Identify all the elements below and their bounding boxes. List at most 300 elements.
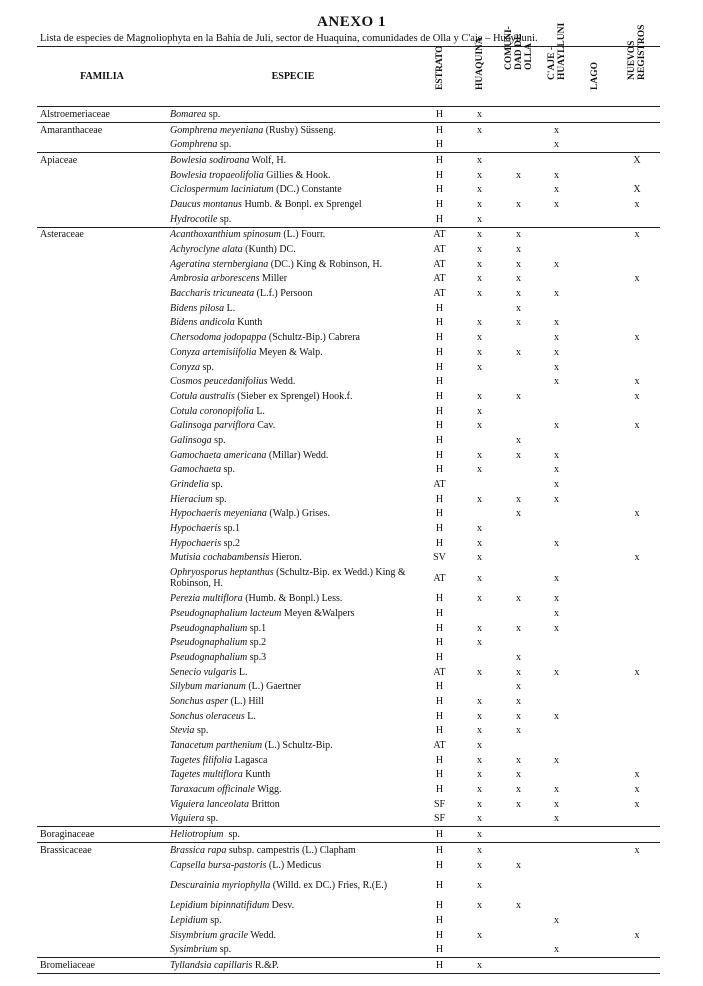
caje-mark bbox=[538, 404, 575, 419]
nuevos-mark bbox=[614, 679, 660, 694]
caje-mark bbox=[538, 153, 575, 168]
lago-mark bbox=[575, 872, 614, 898]
familia-cell bbox=[37, 768, 167, 783]
nuevos-mark: x bbox=[634, 929, 640, 941]
nuevos-mark bbox=[614, 724, 660, 739]
nuevos-mark bbox=[614, 872, 660, 898]
header-familia: FAMILIA bbox=[37, 47, 167, 107]
estrato-cell: H bbox=[435, 317, 444, 329]
especie-cell bbox=[167, 448, 419, 463]
caje-mark bbox=[538, 738, 575, 753]
especie-cell bbox=[167, 843, 419, 858]
nuevos-mark bbox=[614, 404, 660, 419]
especie-cell bbox=[167, 492, 419, 507]
lago-mark bbox=[575, 858, 614, 873]
huaquina-mark: x bbox=[477, 593, 482, 605]
header-nuevos-line2: REGISTROS bbox=[637, 24, 647, 80]
especie-cell bbox=[167, 272, 419, 287]
especie-cell bbox=[167, 345, 419, 360]
estrato-cell: H bbox=[435, 695, 444, 707]
species-author: (Rusby) Süsseng. bbox=[263, 124, 336, 136]
estrato-cell: SF bbox=[433, 798, 446, 810]
caje-mark: x bbox=[554, 139, 559, 151]
species-genus: Lepidium bipinnatifidum bbox=[170, 900, 270, 912]
header-lago bbox=[575, 47, 614, 107]
species-genus: Bidens andicola bbox=[170, 317, 235, 329]
nuevos-mark: x bbox=[634, 798, 640, 810]
familia-cell: Asteraceae bbox=[37, 227, 167, 242]
caje-mark bbox=[538, 768, 575, 783]
olla-mark: x bbox=[516, 900, 521, 912]
familia-cell bbox=[37, 812, 167, 827]
huaquina-mark: x bbox=[477, 695, 482, 707]
lago-mark bbox=[575, 898, 614, 913]
species-genus: Tagetes multiflora bbox=[170, 769, 243, 781]
olla-mark: x bbox=[516, 666, 521, 678]
huaquina-mark bbox=[460, 301, 499, 316]
table-row bbox=[37, 182, 660, 197]
caje-mark: x bbox=[554, 346, 559, 358]
huaquina-mark: x bbox=[477, 552, 482, 564]
huaquina-mark: x bbox=[477, 390, 482, 402]
table-row bbox=[37, 330, 660, 345]
species-author: sp. bbox=[212, 493, 227, 505]
species-genus: Descurainia myriophylla bbox=[170, 879, 271, 891]
especie-cell bbox=[167, 536, 419, 551]
lago-mark bbox=[575, 316, 614, 331]
especie-cell bbox=[167, 827, 419, 843]
species-author: L. bbox=[224, 302, 236, 314]
species-genus: Conyza bbox=[170, 361, 200, 373]
huaquina-mark: x bbox=[477, 879, 482, 891]
species-author: sp. bbox=[204, 813, 219, 825]
species-genus: Gomphrena meyeniana bbox=[170, 124, 264, 136]
nuevos-mark bbox=[614, 591, 660, 606]
species-genus: Galinsoga parviflora bbox=[170, 420, 255, 432]
familia-cell bbox=[37, 858, 167, 873]
especie-cell bbox=[167, 242, 419, 257]
caje-mark: x bbox=[554, 317, 559, 329]
caje-mark bbox=[538, 301, 575, 316]
estrato-cell: H bbox=[435, 169, 444, 181]
huaquina-mark bbox=[460, 650, 499, 665]
table-row bbox=[37, 872, 660, 898]
especie-cell bbox=[167, 738, 419, 753]
table-row bbox=[37, 418, 660, 433]
caje-mark bbox=[538, 650, 575, 665]
species-author: Miller bbox=[259, 273, 288, 285]
huaquina-mark: x bbox=[477, 346, 482, 358]
caje-mark: x bbox=[554, 710, 559, 722]
lago-mark bbox=[575, 345, 614, 360]
species-genus: Gamochaeta americana bbox=[170, 449, 267, 461]
lago-mark bbox=[575, 360, 614, 375]
table-row bbox=[37, 492, 660, 507]
olla-mark bbox=[499, 606, 538, 621]
nuevos-mark bbox=[614, 360, 660, 375]
nuevos-mark bbox=[614, 942, 660, 957]
especie-cell bbox=[167, 812, 419, 827]
caje-mark: x bbox=[554, 944, 559, 956]
nuevos-mark bbox=[614, 709, 660, 724]
species-genus: Ophryosporus heptanthus bbox=[170, 567, 274, 579]
table-row bbox=[37, 153, 660, 168]
species-author: Wedd. bbox=[267, 376, 296, 388]
species-author: (L.) Schultz-Bip. bbox=[262, 740, 333, 752]
familia-cell bbox=[37, 272, 167, 287]
species-author: (Millar) Wedd. bbox=[266, 449, 329, 461]
olla-mark bbox=[499, 551, 538, 566]
table-row bbox=[37, 768, 660, 783]
header-row bbox=[37, 47, 660, 107]
huaquina-mark: x bbox=[477, 637, 482, 649]
species-author: (Schultz-Bip. ex Wedd.) King & Robinson, H. bbox=[170, 567, 409, 590]
species-genus: Hypochaeris meyeniana bbox=[170, 508, 267, 520]
nuevos-mark bbox=[614, 122, 660, 137]
species-genus: Ageratina sternbergiana bbox=[170, 258, 269, 270]
olla-mark bbox=[499, 958, 538, 974]
huaquina-mark: x bbox=[477, 537, 482, 549]
nuevos-mark: x bbox=[634, 332, 640, 344]
lago-mark bbox=[575, 272, 614, 287]
estrato-cell: H bbox=[419, 843, 460, 858]
nuevos-mark bbox=[614, 738, 660, 753]
estrato-cell: H bbox=[435, 929, 444, 941]
lago-mark bbox=[575, 679, 614, 694]
lago-mark bbox=[575, 665, 614, 680]
estrato-cell: H bbox=[419, 958, 460, 974]
lago-mark bbox=[575, 753, 614, 768]
olla-mark: x bbox=[516, 798, 521, 810]
header-lago-label: LAGO bbox=[589, 62, 600, 90]
olla-mark bbox=[499, 153, 538, 168]
caje-mark bbox=[538, 858, 575, 873]
familia-cell bbox=[37, 782, 167, 797]
species-genus: Bowlesia tropaeolifolia bbox=[170, 169, 264, 181]
species-genus: Hydrocotile bbox=[170, 213, 218, 225]
species-author: sp.2 bbox=[221, 537, 241, 549]
olla-mark bbox=[499, 635, 538, 650]
olla-mark: x bbox=[516, 302, 521, 314]
estrato-cell: H bbox=[435, 622, 444, 634]
nuevos-mark: x bbox=[614, 843, 660, 858]
estrato-cell: H bbox=[435, 376, 444, 388]
especie-cell bbox=[167, 330, 419, 345]
header-estrato bbox=[419, 47, 460, 107]
especie-cell bbox=[167, 913, 419, 928]
familia-cell bbox=[37, 709, 167, 724]
table-row bbox=[37, 679, 660, 694]
especie-cell bbox=[167, 665, 419, 680]
nuevos-mark bbox=[614, 753, 660, 768]
huaquina-mark: x bbox=[477, 929, 482, 941]
especie-cell bbox=[167, 389, 419, 404]
especie-cell bbox=[167, 301, 419, 316]
caje-mark: x bbox=[554, 813, 559, 825]
huaquina-mark: x bbox=[477, 725, 482, 737]
species-genus: Achyroclyne alata bbox=[170, 244, 243, 256]
especie-cell bbox=[167, 858, 419, 873]
nuevos-mark bbox=[614, 212, 660, 227]
especie-cell bbox=[167, 316, 419, 331]
huaquina-mark: x bbox=[477, 169, 482, 181]
familia-cell bbox=[37, 942, 167, 957]
nuevos-mark bbox=[614, 448, 660, 463]
olla-mark bbox=[499, 122, 538, 137]
nuevos-mark bbox=[614, 635, 660, 650]
familia-cell bbox=[37, 374, 167, 389]
table-row bbox=[37, 782, 660, 797]
especie-cell bbox=[167, 418, 419, 433]
familia-cell bbox=[37, 898, 167, 913]
lago-mark bbox=[575, 492, 614, 507]
especie-cell bbox=[167, 898, 419, 913]
nuevos-mark: x bbox=[634, 376, 640, 388]
estrato-cell: H bbox=[435, 493, 444, 505]
huaquina-mark: x bbox=[460, 107, 499, 123]
species-genus: Bidens pilosa bbox=[170, 302, 225, 314]
estrato-cell: AT bbox=[433, 244, 446, 256]
especie-cell bbox=[167, 958, 419, 974]
lago-mark bbox=[575, 448, 614, 463]
lago-mark bbox=[575, 137, 614, 152]
estrato-cell: H bbox=[419, 827, 460, 843]
caje-mark bbox=[538, 433, 575, 448]
lago-mark bbox=[575, 768, 614, 783]
lago-mark bbox=[575, 738, 614, 753]
table-row bbox=[37, 694, 660, 709]
caje-mark bbox=[538, 212, 575, 227]
lago-mark bbox=[575, 928, 614, 943]
familia-cell bbox=[37, 137, 167, 152]
lago-mark bbox=[575, 507, 614, 522]
especie-cell bbox=[167, 768, 419, 783]
lago-mark bbox=[575, 153, 614, 168]
header-nuevos-line1: NUEVOS bbox=[627, 40, 637, 80]
estrato-cell: H bbox=[435, 784, 444, 796]
species-author: sp. bbox=[194, 725, 209, 737]
lago-mark bbox=[575, 286, 614, 301]
familia-cell bbox=[37, 606, 167, 621]
caje-mark bbox=[538, 694, 575, 709]
nuevos-mark bbox=[614, 621, 660, 636]
caje-mark bbox=[538, 227, 575, 242]
table-row bbox=[37, 565, 660, 591]
table-row bbox=[37, 107, 660, 123]
header-estrato-label: ESTRATO bbox=[434, 45, 445, 90]
estrato-cell: H bbox=[435, 879, 444, 891]
especie-cell bbox=[167, 797, 419, 812]
familia-cell bbox=[37, 928, 167, 943]
huaquina-mark: x bbox=[477, 666, 482, 678]
especie-cell bbox=[167, 404, 419, 419]
nuevos-mark bbox=[614, 463, 660, 478]
lago-mark bbox=[575, 107, 614, 123]
table-row bbox=[37, 257, 660, 272]
table-row bbox=[37, 858, 660, 873]
olla-mark bbox=[499, 812, 538, 827]
familia-cell bbox=[37, 448, 167, 463]
lago-mark bbox=[575, 418, 614, 433]
species-genus: Bowlesia sodiroana bbox=[170, 154, 250, 166]
estrato-cell: AT bbox=[433, 479, 446, 491]
species-genus: Grindelia bbox=[170, 479, 209, 491]
especie-cell bbox=[167, 591, 419, 606]
caje-mark: x bbox=[554, 258, 559, 270]
nuevos-mark: x bbox=[634, 390, 640, 402]
familia-cell bbox=[37, 301, 167, 316]
table-row bbox=[37, 621, 660, 636]
header-caje-line2: HUAYLLUNI bbox=[556, 22, 567, 80]
huaquina-mark bbox=[460, 606, 499, 621]
species-author: (DC.) Constante bbox=[273, 184, 342, 196]
especie-cell bbox=[167, 606, 419, 621]
olla-mark bbox=[499, 521, 538, 536]
olla-mark: x bbox=[516, 784, 521, 796]
lago-mark bbox=[575, 635, 614, 650]
nuevos-mark bbox=[614, 477, 660, 492]
huaquina-mark: x bbox=[477, 798, 482, 810]
estrato-cell: H bbox=[435, 537, 444, 549]
nuevos-mark bbox=[614, 606, 660, 621]
species-genus: Brassica rapa bbox=[170, 844, 227, 856]
lago-mark bbox=[575, 709, 614, 724]
table-caption: Lista de especies de Magnoliophyta en la Bahía de Juli, sector de Huaquina, comunidades de Olla y C'aje – Huaylluni. bbox=[40, 33, 538, 44]
header-olla-line2: DAD DE bbox=[513, 33, 524, 70]
huaquina-mark bbox=[460, 374, 499, 389]
nuevos-mark bbox=[614, 536, 660, 551]
huaquina-mark: x bbox=[477, 622, 482, 634]
olla-mark bbox=[499, 107, 538, 123]
lago-mark bbox=[575, 942, 614, 957]
caje-mark: x bbox=[554, 622, 559, 634]
especie-cell bbox=[167, 694, 419, 709]
lago-mark bbox=[575, 565, 614, 591]
familia-cell bbox=[37, 389, 167, 404]
especie-cell bbox=[167, 477, 419, 492]
estrato-cell: AT bbox=[433, 572, 446, 584]
lago-mark bbox=[575, 212, 614, 227]
species-author: (L.f.) Persoon bbox=[254, 288, 313, 300]
header-olla-line3: OLLA bbox=[523, 43, 534, 70]
species-genus: Cotula australis bbox=[170, 390, 235, 402]
familia-cell bbox=[37, 197, 167, 212]
estrato-cell: H bbox=[435, 681, 444, 693]
lago-mark bbox=[575, 782, 614, 797]
species-genus: Perezia multiflora bbox=[170, 593, 243, 605]
species-genus: Pseudognaphalium lacteum bbox=[170, 607, 282, 619]
species-author: Meyen & Walp. bbox=[256, 346, 323, 358]
estrato-cell: H bbox=[435, 420, 444, 432]
caje-mark bbox=[538, 872, 575, 898]
especie-cell bbox=[167, 709, 419, 724]
familia-cell bbox=[37, 679, 167, 694]
species-genus: Conyza artemisiifolia bbox=[170, 346, 257, 358]
species-author: sp. bbox=[221, 464, 236, 476]
table-row bbox=[37, 650, 660, 665]
especie-cell bbox=[167, 212, 419, 227]
caje-mark bbox=[538, 242, 575, 257]
familia-cell bbox=[37, 257, 167, 272]
nuevos-mark bbox=[614, 827, 660, 843]
especie-cell bbox=[167, 782, 419, 797]
table-row bbox=[37, 753, 660, 768]
species-genus: Taraxacum officinale bbox=[170, 784, 255, 796]
caje-mark: x bbox=[554, 914, 559, 926]
table-row bbox=[37, 316, 660, 331]
species-genus: Stevia bbox=[170, 725, 195, 737]
nuevos-mark bbox=[614, 345, 660, 360]
huaquina-mark: x bbox=[477, 523, 482, 535]
familia-cell bbox=[37, 694, 167, 709]
huaquina-mark: x bbox=[477, 244, 482, 256]
table-row bbox=[37, 345, 660, 360]
huaquina-mark bbox=[460, 433, 499, 448]
lago-mark bbox=[575, 389, 614, 404]
header-olla bbox=[499, 26, 538, 107]
table-row bbox=[37, 591, 660, 606]
familia-cell bbox=[37, 872, 167, 898]
nuevos-mark bbox=[614, 286, 660, 301]
familia-cell bbox=[37, 418, 167, 433]
header-huaquina-label: HUAQUINA bbox=[474, 37, 485, 90]
olla-mark bbox=[499, 913, 538, 928]
table-row bbox=[37, 137, 660, 152]
huaquina-mark: x bbox=[477, 420, 482, 432]
caje-mark: x bbox=[554, 537, 559, 549]
estrato-cell: AT bbox=[433, 273, 446, 285]
olla-mark: x bbox=[516, 390, 521, 402]
olla-mark: x bbox=[516, 754, 521, 766]
caje-mark: x bbox=[554, 593, 559, 605]
olla-mark bbox=[499, 182, 538, 197]
huaquina-mark: x bbox=[477, 754, 482, 766]
olla-mark bbox=[499, 942, 538, 957]
lago-mark bbox=[575, 650, 614, 665]
familia-cell bbox=[37, 913, 167, 928]
familia-cell bbox=[37, 182, 167, 197]
familia-cell: Alstroemeriaceae bbox=[37, 107, 167, 123]
table-row bbox=[37, 521, 660, 536]
header-caje-label bbox=[547, 23, 567, 80]
lago-mark bbox=[575, 197, 614, 212]
olla-mark: x bbox=[516, 508, 521, 520]
olla-mark: x bbox=[516, 493, 521, 505]
especie-cell bbox=[167, 257, 419, 272]
nuevos-mark bbox=[614, 242, 660, 257]
especie-cell bbox=[167, 182, 419, 197]
familia-cell bbox=[37, 477, 167, 492]
estrato-cell: H bbox=[435, 900, 444, 912]
species-genus: Sisymbrium gracile bbox=[170, 929, 249, 941]
olla-mark: x bbox=[516, 346, 521, 358]
huaquina-mark: x bbox=[460, 153, 499, 168]
huaquina-mark bbox=[460, 679, 499, 694]
familia-cell bbox=[37, 316, 167, 331]
olla-mark bbox=[499, 212, 538, 227]
olla-mark bbox=[499, 418, 538, 433]
species-author: sp. bbox=[211, 434, 226, 446]
olla-mark: x bbox=[516, 859, 521, 871]
species-author: sp.3 bbox=[247, 651, 267, 663]
especie-cell bbox=[167, 360, 419, 375]
huaquina-mark: x bbox=[477, 813, 482, 825]
especie-cell bbox=[167, 374, 419, 389]
estrato-cell: AT bbox=[433, 740, 446, 752]
caje-mark: x bbox=[554, 666, 559, 678]
species-author: (Kunth) DC. bbox=[242, 244, 296, 256]
caje-mark: x bbox=[554, 198, 559, 210]
